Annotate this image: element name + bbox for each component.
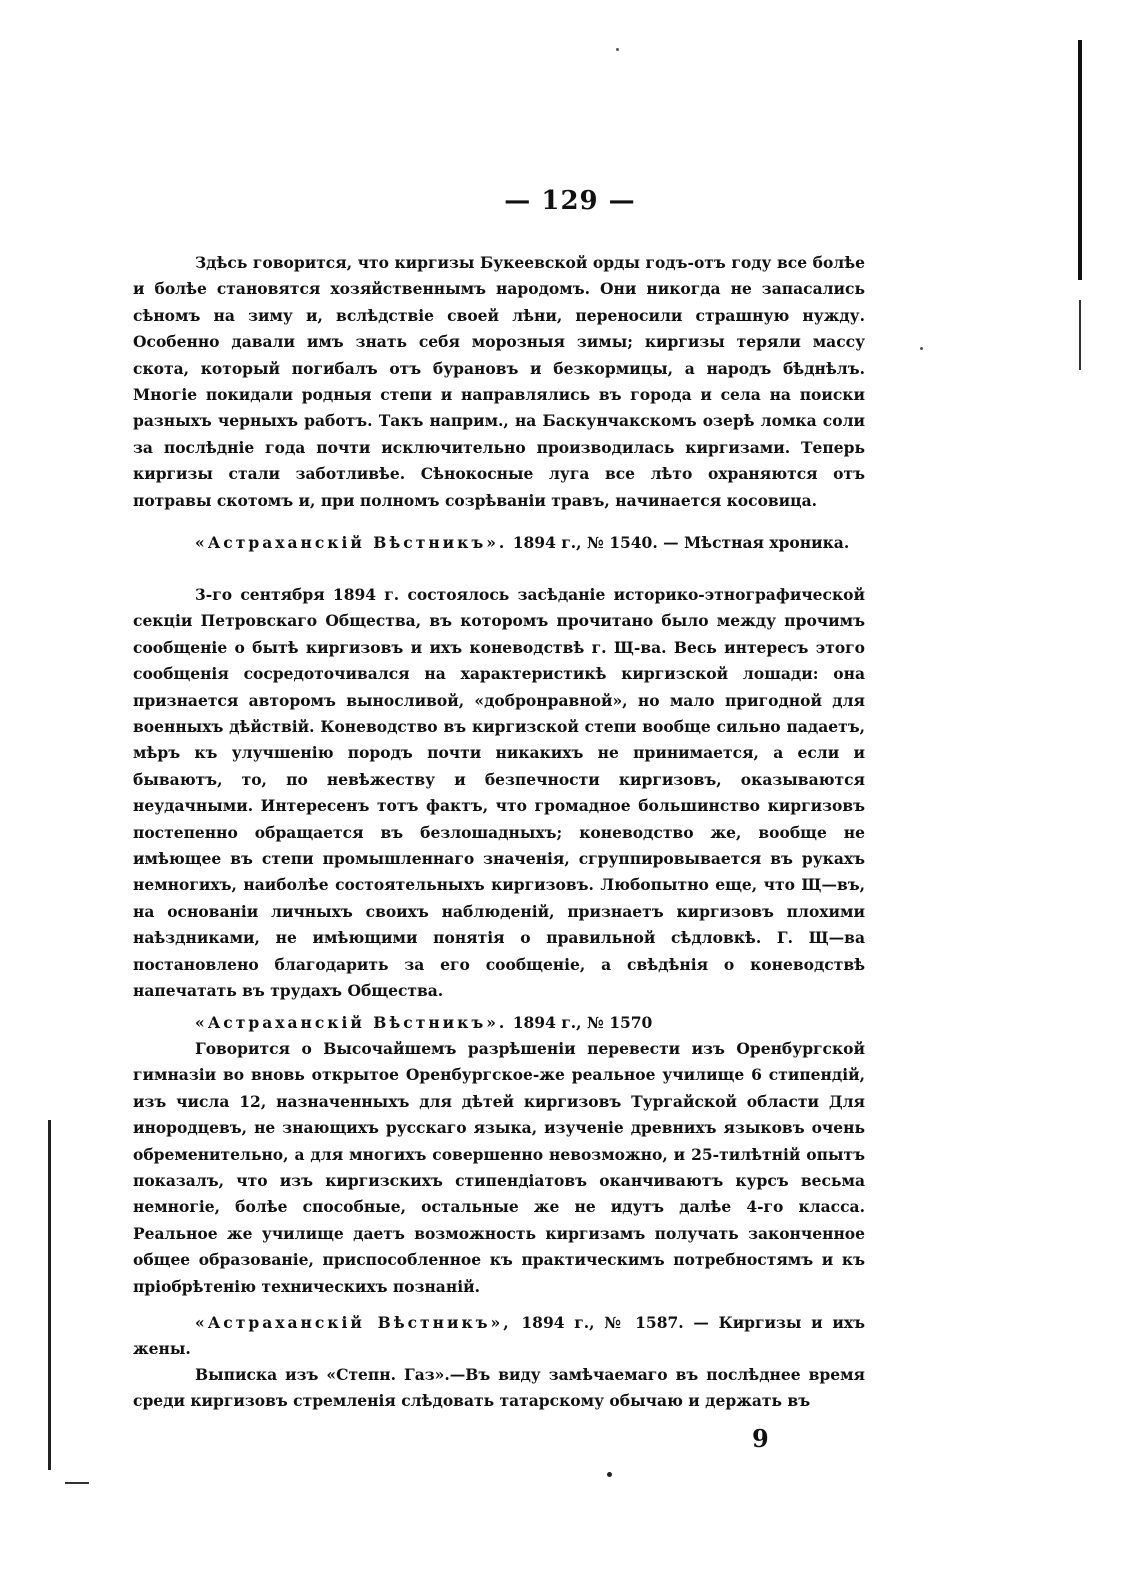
source-title: «Астраханскій Вѣстникъ». (195, 1013, 508, 1032)
source-title: «Астраханскій Вѣстникъ», (195, 1313, 512, 1332)
scan-margin-line (48, 1120, 51, 1470)
paragraph-scholarships: Говорится о Высочайшемъ разрѣшеніи перевести изъ Оренбургской гимназіи во вновь открытое Оренбургское-же реальное училище 6 стипендій, изъ числа 12, назначенныхъ для дѣтей киргизовъ Тургайской области Для инородцевъ, не знающихъ русскаго языка, изученіе древнихъ языковъ очень обременительно, а для многихъ совершенно невозможно, и 25-тилѣтній опытъ показалъ, что изъ киргизскихъ стипендіатовъ оканчиваютъ курсъ весьма немногіе, болѣе способные, остальные же не идутъ далѣе 4-го класса. Реальное же училище даетъ возможность киргизамъ получать законченное общее образованіе, приспособленное къ практическимъ потребностямъ и къ пріобрѣтенію техническихъ познаній. (133, 1039, 865, 1296)
scan-artifact (607, 1472, 612, 1477)
scan-artifact (920, 347, 923, 350)
scan-margin-line (1079, 300, 1081, 370)
source-details: 1894 г., № 1587. — Киргизы и ихъ жены. (133, 1313, 866, 1359)
source-citation-1540 (133, 530, 865, 556)
source-citation-1587 (133, 1310, 865, 1363)
paragraph-kirghiz-economy: Здѣсь говорится, что киргизы Букеевской орды годъ-отъ году все болѣе и болѣе становятся хозяйственнымъ народомъ. Они никогда не запасались сѣномъ на зиму и, вслѣдствіе своей лѣни, переносили страшную нужду. Особенно давали имъ знать себя морозныя зимы; киргизы теряли массу скота, который погибалъ отъ бурановъ и безкормицы, а народъ бѣднѣлъ. Многіе покидали родныя степи и направлялись въ города и села на поиски разныхъ черныхъ работъ. Такъ наприм., на Баскунчакскомъ озерѣ ломка соли за послѣдніе года почти исключительно производилась киргизами. Теперь киргизы стали заботливѣе. Сѣнокосные луга все лѣто охраняются отъ потравы скотомъ и, при полномъ созрѣваніи травъ, начинается косовица. (133, 253, 865, 510)
page-number-header: — 129 — (504, 186, 636, 216)
source-title: «Астраханскій Вѣстникъ». (195, 533, 508, 552)
paragraph-horse-breeding: 3-го сентября 1894 г. состоялось засѣданіе историко-этнографической секціи Петровскаго Общества, въ которомъ прочитано было между прочимъ сообщеніе о бытѣ киргизовъ и ихъ коневодствѣ г. Щ-ва. Весь интересъ этого сообщенія сосредоточивался на характеристикѣ киргизской лошади: она признается авторомъ выносливой, «добронравной», но мало пригодной для военныхъ дѣйствій. Коневодство въ киргизской степи вообще сильно падаетъ, мѣръ къ улучшенію породъ почти никакихъ не принимается, а если и бываютъ, то, по невѣжеству и безпечности киргизовъ, оказываются неудачными. Интересенъ тотъ фактъ, что громадное большинство киргизовъ постепенно обращается въ безлошадныхъ; коневодство же, вообще не имѣющее въ степи промышленнаго значенія, сгруппировывается въ рукахъ немногихъ, наиболѣе состоятельныхъ киргизовъ. Любопытно еще, что Щ—въ, на основаніи личныхъ своихъ наблюденій, признаетъ киргизовъ плохими наѣздниками, не имѣющими понятія о правильной сѣдловкѣ. Г. Щ—ва постановлено благодарить за его сообщеніе, а свѣдѣнія о коневодствѣ напечатать въ трудахъ Общества. (133, 585, 865, 1001)
paragraph-steppe-gazette-excerpt: Выписка изъ «Степн. Газ».—Въ виду замѣчаемаго въ послѣднее время среди киргизовъ стремленія слѣдовать татарскому обычаю и держать въ (133, 1365, 865, 1411)
source-details: 1894 г., № 1570 (507, 1013, 653, 1032)
scan-artifact (65, 1482, 89, 1484)
source-citation-1570 (133, 1010, 865, 1036)
source-details: 1894 г., № 1540. — Мѣстная хроника. (507, 533, 850, 552)
scan-artifact (616, 48, 619, 51)
signature-mark: 9 (752, 1424, 769, 1453)
scan-margin-line (1078, 40, 1082, 280)
